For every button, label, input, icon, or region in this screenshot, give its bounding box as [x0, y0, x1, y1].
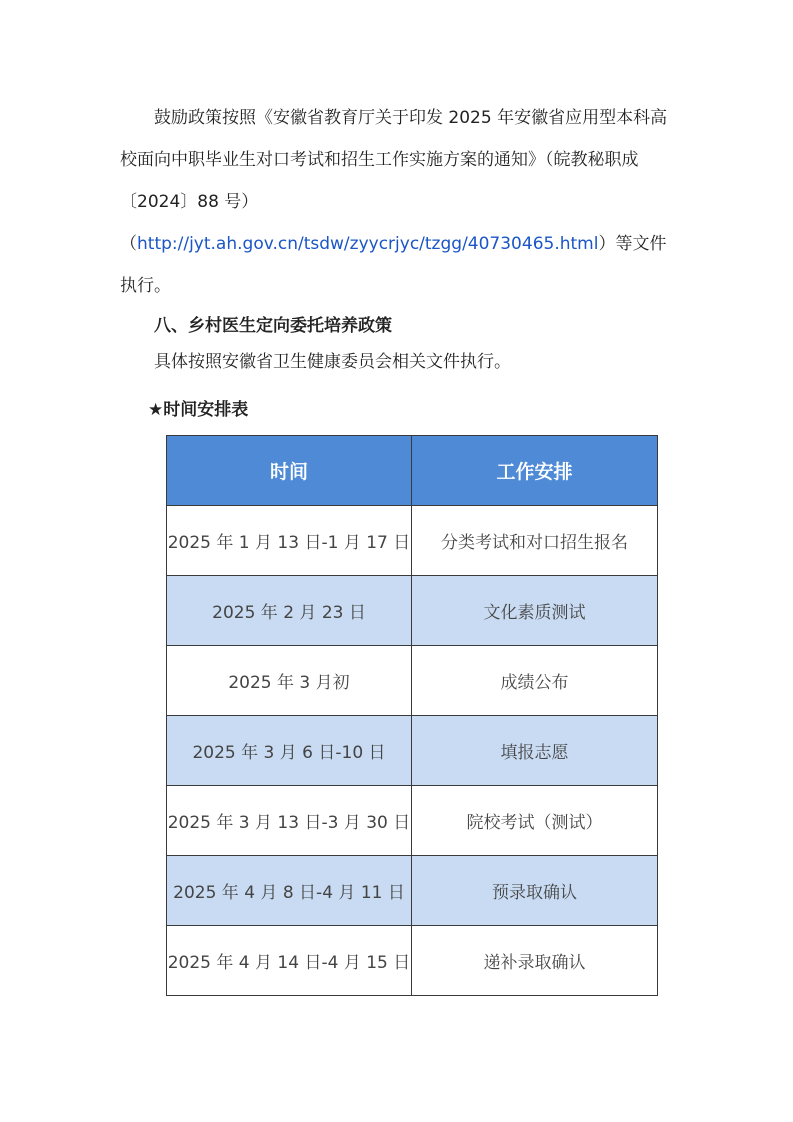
row-time: 2025 年 3 月 13 日-3 月 30 日: [167, 786, 412, 856]
row-task: 递补录取确认: [412, 926, 658, 996]
row-time: 2025 年 3 月 6 日-10 日: [167, 716, 412, 786]
row-task: 预录取确认: [412, 856, 658, 926]
policy-paragraph: [120, 97, 680, 307]
paren-open: （: [120, 234, 137, 254]
table-row: [167, 506, 658, 576]
row-time: 2025 年 4 月 14 日-4 月 15 日: [167, 926, 412, 996]
schedule-title: ★时间安排表: [148, 400, 249, 420]
row-task: 文化素质测试: [412, 576, 658, 646]
row-task: 填报志愿: [412, 716, 658, 786]
table-row: [167, 576, 658, 646]
section-8-body: 具体按照安徽省卫生健康委员会相关文件执行。: [154, 352, 511, 372]
row-task: 成绩公布: [412, 646, 658, 716]
row-time: 2025 年 3 月初: [167, 646, 412, 716]
table-row: [167, 646, 658, 716]
row-time: 2025 年 4 月 8 日-4 月 11 日: [167, 856, 412, 926]
row-task: 院校考试（测试）: [412, 786, 658, 856]
policy-text: 鼓励政策按照《安徽省教育厅关于印发 2025 年安徽省应用型本科高校面向中职毕业生对口考试和招生工作实施方案的通知》（皖教秘职成〔2024〕88 号）: [120, 108, 668, 212]
table-row: [167, 856, 658, 926]
table-row: [167, 716, 658, 786]
row-task: 分类考试和对口招生报名: [412, 506, 658, 576]
table-header-row: [167, 436, 658, 506]
policy-link[interactable]: http://jyt.ah.gov.cn/tsdw/zyycrjyc/tzgg/40730465.html: [137, 234, 599, 254]
header-task: 工作安排: [412, 436, 658, 506]
table-row: [167, 786, 658, 856]
row-time: 2025 年 1 月 13 日-1 月 17 日: [167, 506, 412, 576]
schedule-table: [166, 435, 658, 996]
policy-text-end: ）等文件执行。: [120, 234, 667, 296]
table-row: [167, 926, 658, 996]
row-time: 2025 年 2 月 23 日: [167, 576, 412, 646]
header-time: 时间: [167, 436, 412, 506]
section-8-heading: 八、乡村医生定向委托培养政策: [154, 316, 392, 336]
